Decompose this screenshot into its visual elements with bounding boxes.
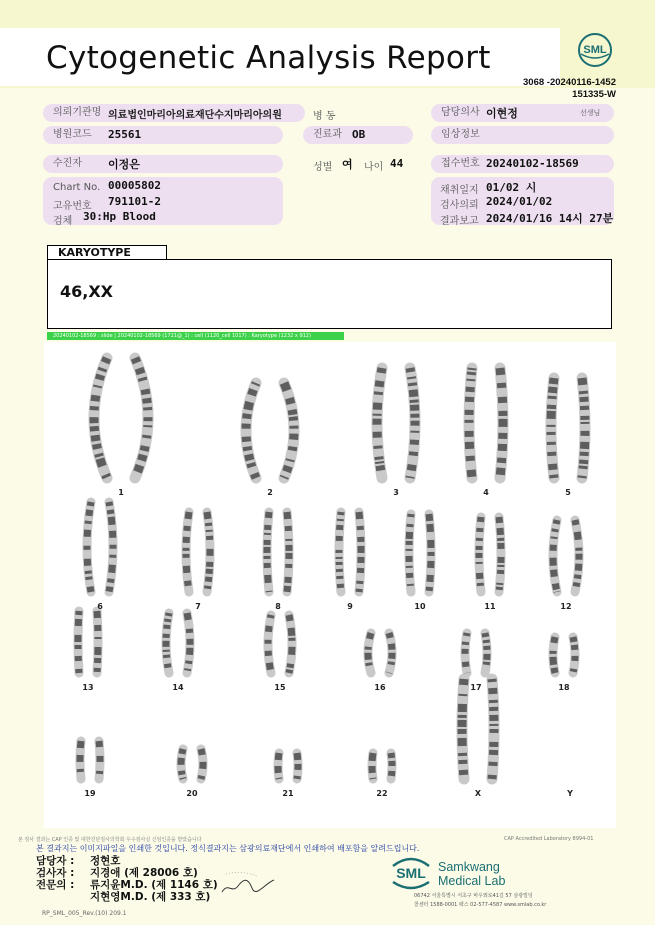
lab-address-line-1: 06742 서울특별시 서초구 바우뫼로41길 57 삼광빌딩 [414,893,533,899]
chromosome-number-11: 11 [484,602,496,611]
chromosome-pair-6 [87,502,113,592]
request-value: 2024/01/02 [486,195,553,208]
chromosome-number-18: 18 [558,683,570,692]
chromosome-number-8: 8 [275,602,281,611]
sml-logo-icon [577,32,613,68]
chromosome-pair-22 [372,753,392,779]
karyotype-value: 46,XX [60,282,114,301]
report-id-line-1: 3068 -20240116-1452 [523,77,616,88]
chromosome-pair-4 [469,368,503,478]
chromosome-pair-10 [409,514,431,592]
chromosome-bands [500,368,503,478]
report-id-line-2: 151335-W [572,89,616,100]
collect-label: 채취일지 [440,185,479,196]
chromosome-number-15: 15 [274,683,286,692]
chromosome-number-6: 6 [97,602,103,611]
collect-value: 01/02 시 [486,181,537,194]
chromosome-number-2: 2 [267,488,273,497]
chromosome-number-19: 19 [84,789,96,798]
dept-label: 진료과 [303,126,413,144]
specimen-label: 검체 [53,216,73,227]
chromosome-number-Y: Y [567,789,573,798]
doctor-suffix: 선생님 [580,109,601,117]
lab-name-line-2: Medical Lab [438,874,506,888]
lab-name-line-1: Samkwang [438,860,500,874]
chromosome-bands [87,502,91,592]
chromosome-number-X: X [474,789,482,798]
karyogram-image [44,342,616,828]
receipt-value: 20240102-18569 [486,157,579,170]
chromosome-pair-21 [278,753,298,779]
unique-no-label: 고유번호 [53,201,92,212]
staff-3-label: 전문의 : [36,879,75,891]
unique-no-value: 791101-2 [108,195,161,208]
chromosome-pair-14 [166,613,190,673]
chromatid [97,611,98,673]
recipient-label: 수진자 [43,155,283,173]
chromosome-pair-17 [465,633,487,673]
karyogram-caption-bar: 20240102-18569 : slide | 20240102-18569 (1721@_1) : cell (1120_cell 1017) : Karyotype (1232 x 912) [47,332,344,340]
chromosome-number-16: 16 [374,683,386,692]
chromosome-number-12: 12 [560,602,572,611]
receipt-label: 접수번호 [431,155,614,173]
staff-2-name: 지경애 (제 28006 호) [90,867,198,879]
staff-4-name: 지현영M.D. (제 333 호) [90,891,211,903]
chromosome-bands [181,749,183,779]
chart-no-value: 00005802 [108,179,161,192]
chromosome-pair-3 [377,368,415,478]
chromosome-number-10: 10 [414,602,426,611]
logo-text: SML [583,44,607,56]
hospital-code-value: 25561 [108,128,142,141]
chromosome-bands [207,512,210,592]
logo-lg-text: SML [396,865,426,881]
chromosome-pair-15 [268,615,292,673]
chromosome-pair-16 [368,633,392,673]
chromatid [573,637,575,673]
chromatid [469,368,472,478]
chromosome-number-14: 14 [172,683,184,692]
report-title: Cytogenetic Analysis Report [46,40,491,76]
dept-value: OB [352,128,366,141]
institution-label: 의뢰기관명 [43,104,305,122]
chromosome-number-22: 22 [376,789,388,798]
chromosome-number-9: 9 [347,602,353,611]
staff-1-label: 담당자 : [36,855,75,867]
chromosome-number-21: 21 [282,789,294,798]
chromosome-pair-8 [267,512,289,592]
chromosome-number-20: 20 [186,789,198,798]
hospital-code-label: 병원코드 [43,126,283,144]
chromosome-karyogram [44,342,616,828]
lab-address [414,892,546,910]
chromosome-pair-19 [80,741,100,779]
chromosome-bands [429,514,431,592]
image-notice: 본 결과지는 이미지파일을 인쇄한 것입니다. 정식결과지는 삼광의료재단에서 인쇄하여 배포함을 알려드립니다. [36,844,420,853]
chromosome-pair-9 [339,512,361,592]
chromatid [485,633,487,673]
chromosome-pair-11 [479,517,501,592]
chromosome-number-3: 3 [393,488,399,497]
chromosome-pair-5 [551,378,585,478]
institution-value: 의료법인마리아의료재단수지마리아의원 [108,110,282,121]
chromosome-number-5: 5 [565,488,571,497]
report-date-value: 2024/01/16 14시 27분 [486,212,614,225]
chromosome-bands [99,741,100,779]
sex-value: 여 [342,158,353,171]
age-label: 나이 [364,162,384,173]
signature-icon [218,868,278,898]
staff-2-label: 검사자 : [36,867,75,879]
staff-1-name: 정현호 [90,855,121,867]
report-id [508,77,616,101]
report-date-label: 결과보고 [440,216,479,227]
chromosome-pair-2 [246,383,294,478]
karyotype-tab: KARYOTYPE [47,245,167,259]
recipient-value: 이정은 [108,158,140,171]
age-value: 44 [390,157,404,170]
chromosome-pair-X [462,679,494,779]
karyotype-box [47,259,612,329]
doctor-value: 이현정 [486,107,518,120]
chromosome-pair-7 [186,512,210,592]
staff-3-name: 류지윤M.D. (제 1146 호) [90,879,218,891]
cap-lab-id: CAP Accredited Laboratory 8994-01 [504,836,594,842]
chromatid [186,512,189,592]
chromosome-pair-18 [553,637,575,673]
chromosome-pair-12 [553,520,579,592]
sex-label: 성별 [313,162,333,173]
clinical-info-label: 임상정보 [431,126,614,144]
doctor-label: 담당의사 [431,104,614,122]
ward-label: 병 동 [313,111,336,122]
chromosome-number-13: 13 [82,683,94,692]
chromosome-pair-1 [94,358,148,478]
chromosome-pair-20 [181,749,203,779]
chromosome-number-17: 17 [470,683,482,692]
lab-name [438,860,505,888]
specimen-value: 30:Hp Blood [83,210,156,223]
request-label: 검사의뢰 [440,200,479,211]
samkwang-logo-icon [387,852,435,894]
cap-fine-print: 본 검사 결과는 CAP 인증 및 대한진단검사의학회 우수검사실 신임인증을 받았습니다 [18,837,202,843]
chromosome-number-4: 4 [483,488,489,497]
chromosome-number-7: 7 [195,602,201,611]
chromosome-pair-13 [78,611,98,673]
lab-address-line-2: 콜센터 1588-0001 팩스 02-577-4587 www.smlab.co.kr [414,902,547,908]
form-code: RP_SML_005_Rev.(10) 209.1 [42,910,127,917]
chromosome-number-1: 1 [118,488,124,497]
chart-no-label: Chart No. [53,182,101,193]
